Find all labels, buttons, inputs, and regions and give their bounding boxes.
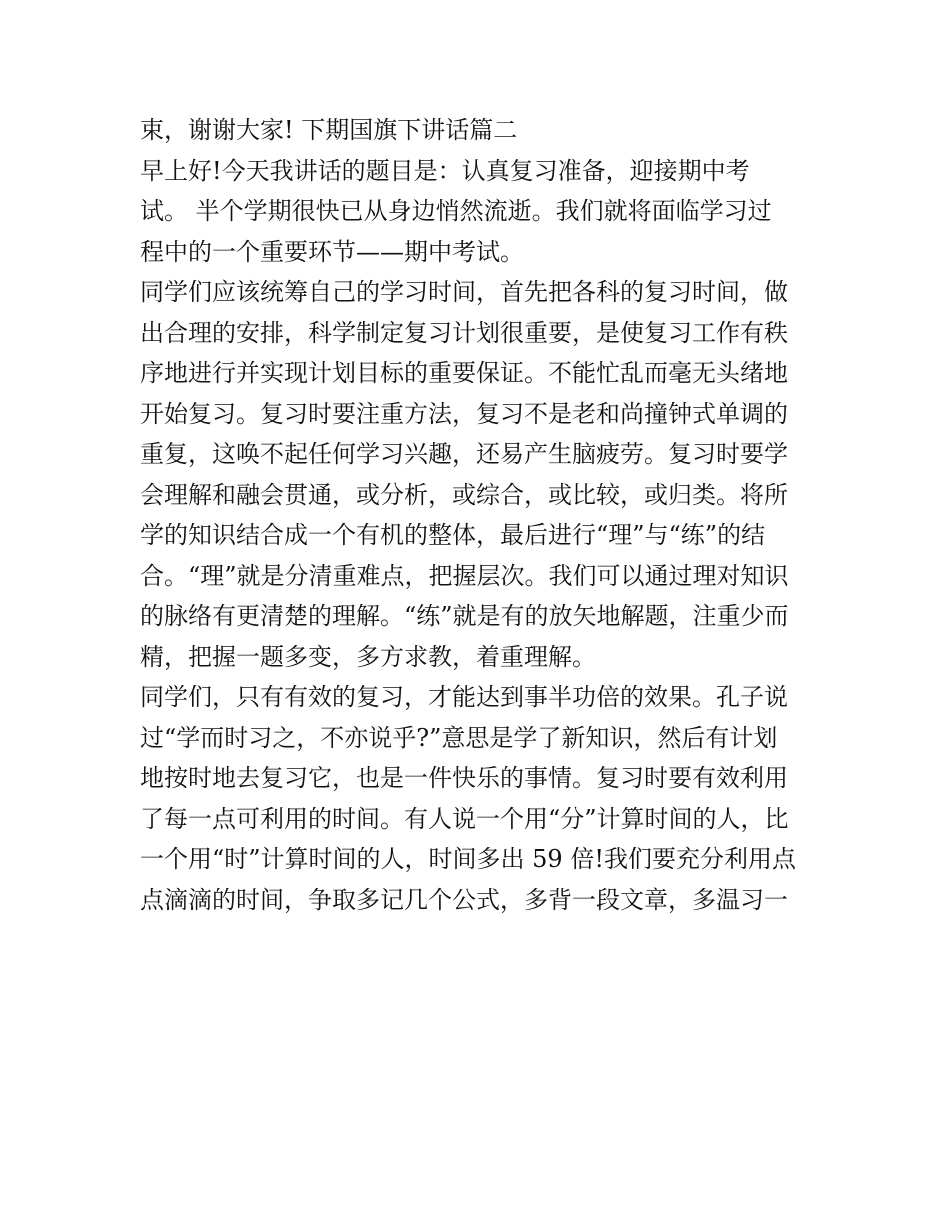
text-line: 的脉络有更清楚的理解。“练”就是有的放矢地解题，注重少而 <box>140 602 789 630</box>
text-line: 早上好!今天我讲话的题目是：认真复习准备，迎接期中考 <box>140 156 750 185</box>
text-line: 过“学而时习之，不亦说乎?”意思是学了新知识，然后有计划 <box>140 723 778 752</box>
text-line: 重复，这唤不起任何学习兴趣，还易产生脑疲劳。复习时要学 <box>140 440 788 468</box>
text-line: 试。 半个学期很快已从身边悄然流逝。我们就将面临学习过 <box>140 197 772 225</box>
text-line: 程中的一个重要环节——期中考试。 <box>140 237 524 266</box>
text-line: 了每一点可利用的时间。有人说一个用“分”计算时间的人，比 <box>140 804 789 833</box>
text-line: 同学们应该统筹自己的学习时间，首先把各科的复习时间，做 <box>140 278 788 306</box>
text-line: 束，谢谢大家! 下期国旗下讲话篇二 <box>140 116 518 144</box>
body-text <box>140 110 820 920</box>
text-line: 开始复习。复习时要注重方法，复习不是老和尚撞钟式单调的 <box>140 399 788 428</box>
text-line: 点滴滴的时间，争取多记几个公式，多背一段文章，多温习一 <box>140 885 788 914</box>
text-line: 会理解和融会贯通，或分析，或综合，或比较，或归类。将所 <box>140 480 788 509</box>
text-line: 出合理的安排，科学制定复习计划很重要，是使复习工作有秩 <box>140 318 788 347</box>
text-line: 学的知识结合成一个有机的整体，最后进行“理”与“练”的结 <box>140 521 766 549</box>
text-line: 精，把握一题多变，多方求教，着重理解。 <box>140 642 596 671</box>
text-line: 一个用“时”计算时间的人，时间多出 59 倍!我们要充分利用点 <box>140 845 796 873</box>
text-line: 同学们，只有有效的复习，才能达到事半功倍的效果。孔子说 <box>140 683 788 711</box>
text-line: 地按时地去复习它，也是一件快乐的事情。复习时要有效利用 <box>140 764 788 792</box>
text-line: 序地进行并实现计划目标的重要保证。不能忙乱而毫无头绪地 <box>140 359 788 387</box>
text-line: 合。“理”就是分清重难点，把握层次。我们可以通过理对知识 <box>140 561 789 590</box>
